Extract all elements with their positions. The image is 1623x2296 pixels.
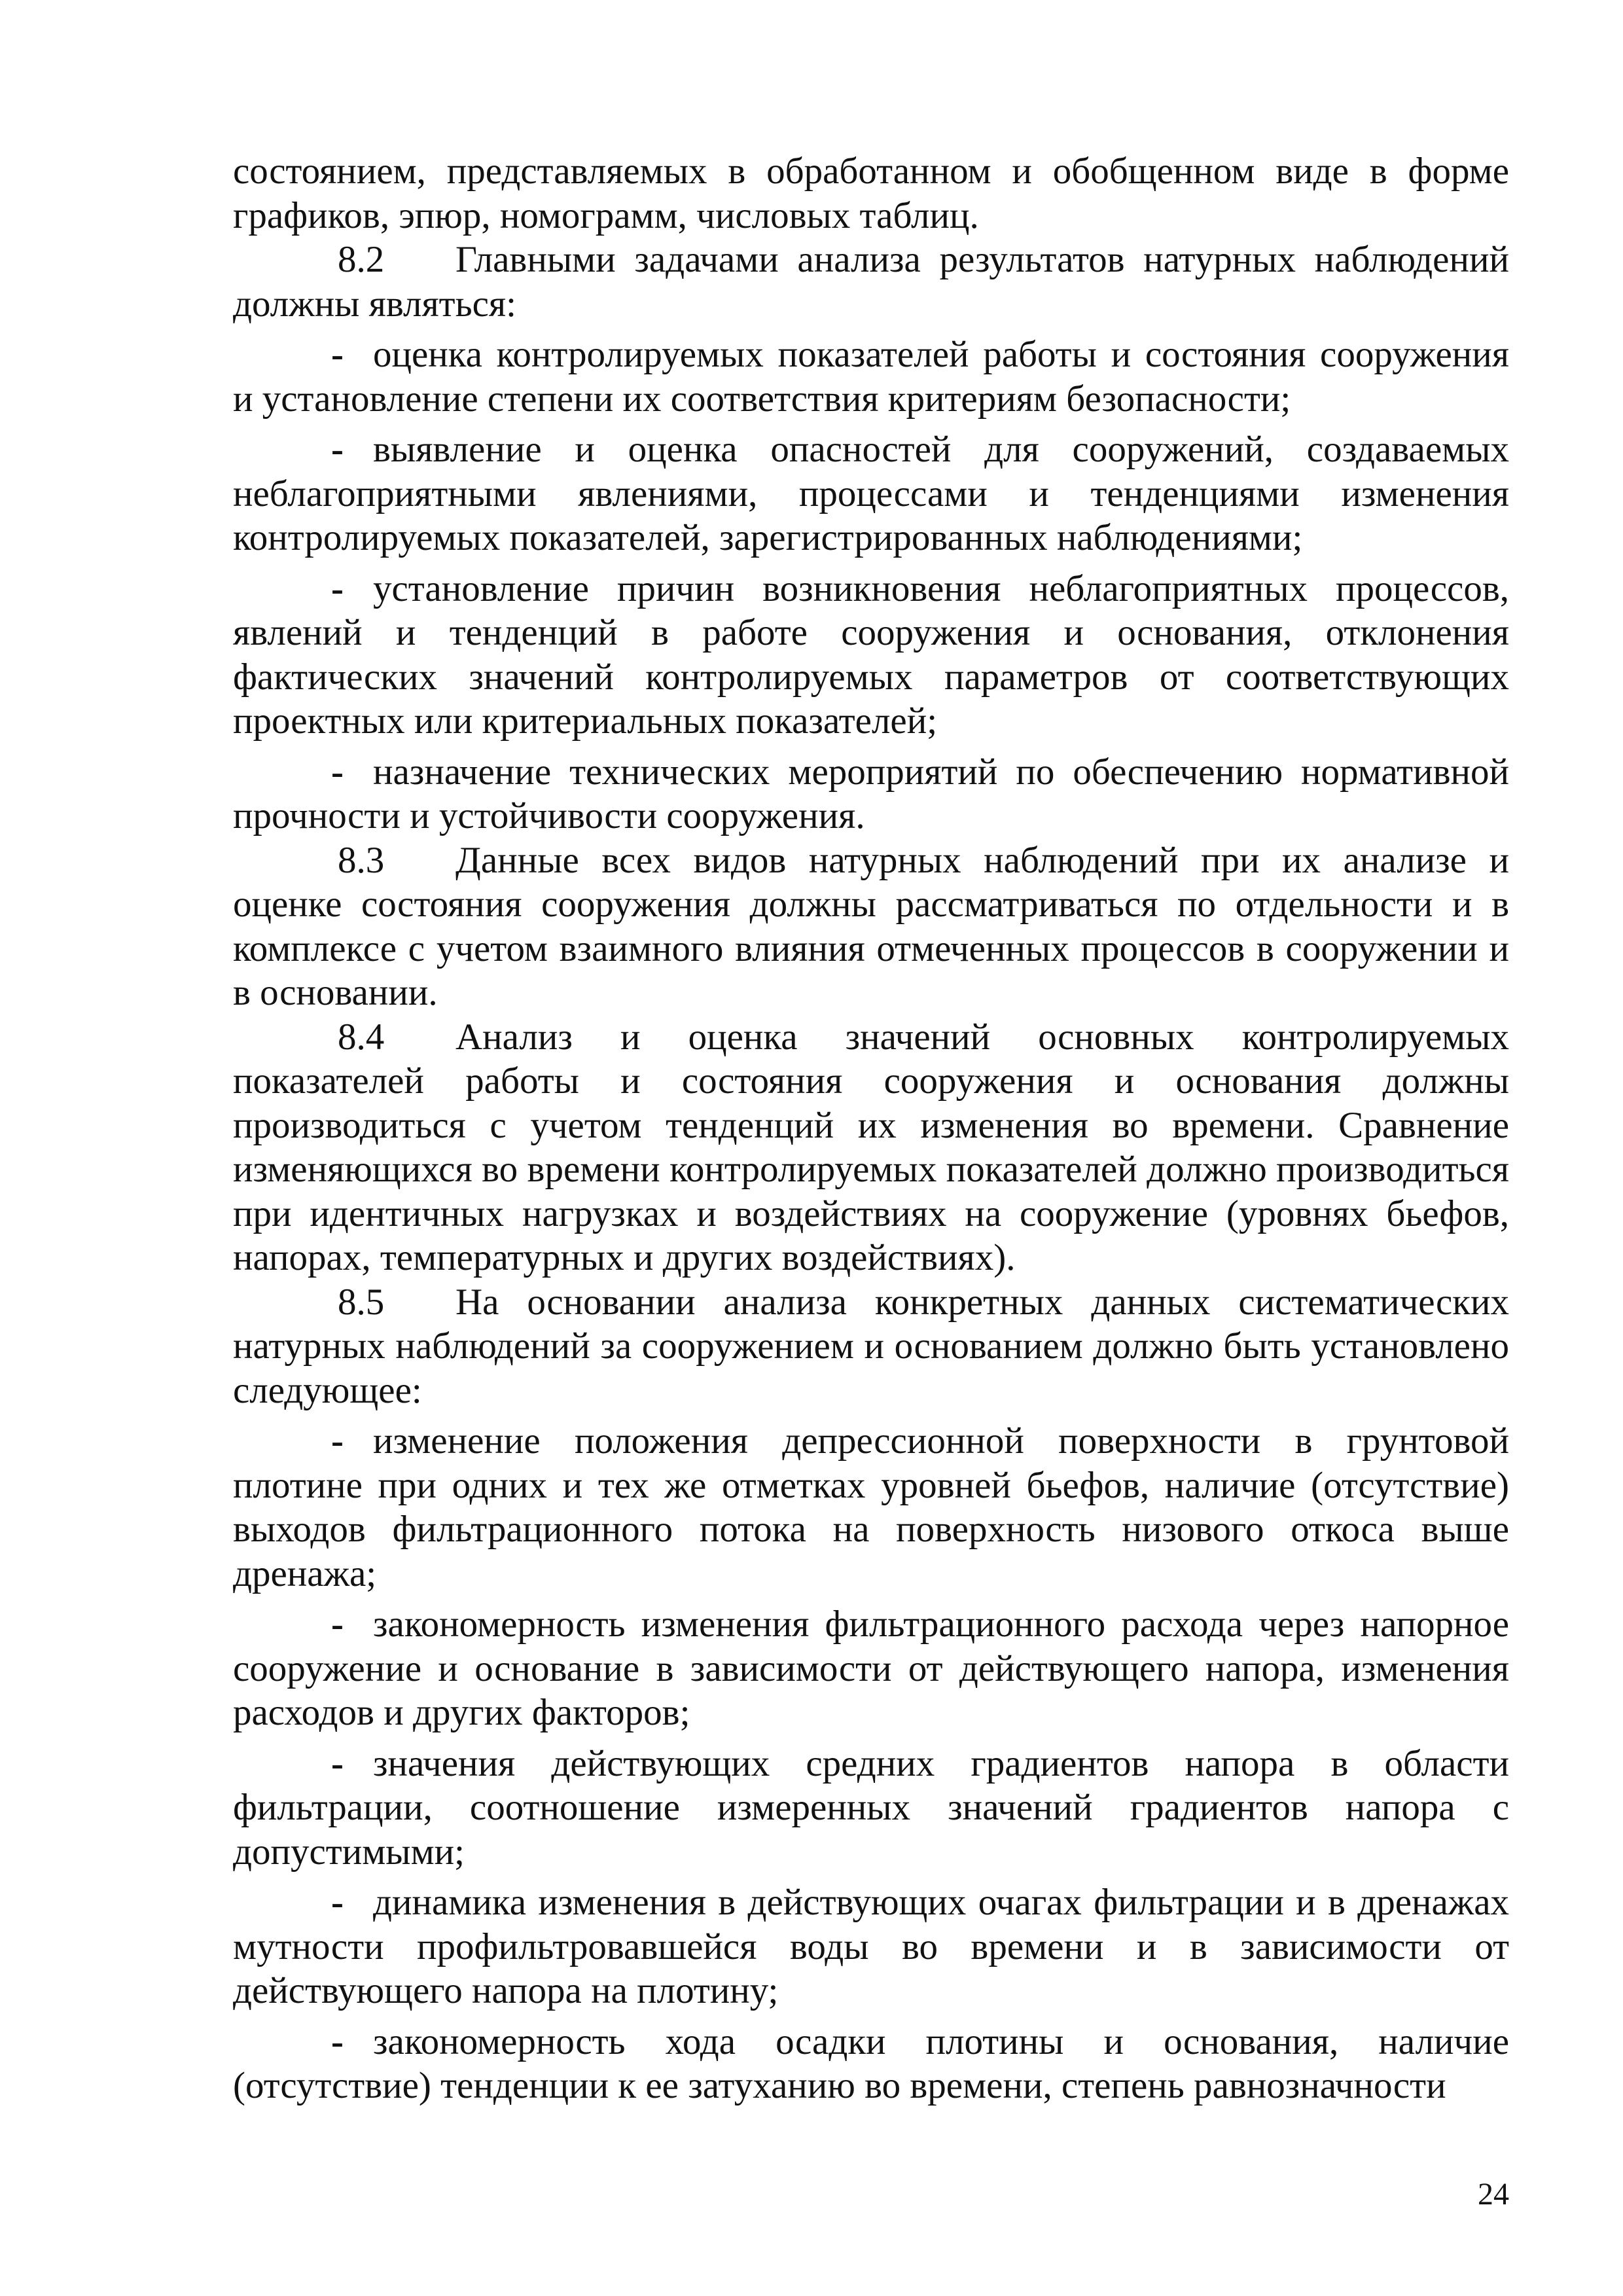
list-item-text: динамика изменения в действующих очагах фильтрации и в дренажах мутности профильтровавшейся воды во времени и в зависимости от действующего напора на плотину;	[233, 1882, 1509, 2011]
list-item	[233, 2020, 1509, 2108]
dash-marker: -	[331, 429, 344, 470]
body-text	[233, 149, 1509, 2108]
dash-marker: -	[331, 1742, 344, 1784]
dash-marker: -	[331, 1604, 344, 1645]
list-item	[233, 427, 1509, 560]
list-item	[233, 1742, 1509, 1874]
list-item-text: закономерность хода осадки плотины и основания, наличие (отсутствие) тенденции к ее затуханию во времени, степень равнозначности	[233, 2020, 1509, 2106]
page-number: 24	[1478, 2177, 1509, 2212]
list-item-text: значения действующих средних градиентов напора в области фильтрации, соотношение измеренных значений градиентов напора с допустимыми;	[233, 1742, 1509, 1873]
dash-marker: -	[331, 2020, 344, 2062]
list-item-text: изменение положения депрессионной поверхности в грунтовой плотине при одних и тех же отметках уровней бьефов, наличие (отсутствие) выходов фильтрационного потока на поверхность низового откоса выше дренажа;	[233, 1420, 1509, 1594]
list-item-text: закономерность изменения фильтрационного расхода через напорное сооружение и основание в зависимости от действующего напора, изменения расходов и других факторов;	[233, 1604, 1509, 1733]
section-number: 8.3	[338, 839, 385, 881]
list-item-text: назначение технических мероприятий по обеспечению нормативной прочности и устойчивости сооружения.	[233, 751, 1509, 836]
dash-marker: -	[331, 1420, 344, 1462]
section-text: Главными задачами анализа результатов натурных наблюдений должны являться:	[233, 239, 1509, 325]
section-8-2	[233, 238, 1509, 326]
list-item	[233, 1880, 1509, 2013]
section-text: Данные всех видов натурных наблюдений при их анализе и оценке состояния сооружения должны рассматриваться по отдельности и в комплексе с учетом взаимного влияния отмеченных процессов в сооружении и в основании.	[233, 839, 1509, 1013]
dash-marker: -	[331, 567, 344, 609]
section-8-4	[233, 1015, 1509, 1280]
section-number: 8.4	[338, 1016, 385, 1058]
section-text: На основании анализа конкретных данных систематических натурных наблюдений за сооружением и основанием должно быть установлено следующее:	[233, 1281, 1509, 1411]
section-8-3	[233, 838, 1509, 1015]
section-8-5	[233, 1280, 1509, 1413]
list-item-text: оценка контролируемых показателей работы и состояния сооружения и установление степени их соответствия критериям безопасности;	[233, 334, 1509, 420]
list-item	[233, 567, 1509, 744]
dash-marker: -	[331, 1882, 344, 1923]
section-number: 8.2	[338, 239, 385, 280]
list-item-text: выявление и оценка опасностей для сооружений, создаваемых неблагоприятными явлениями, процессами и тенденциями изменения контролируемых показателей, зарегистрированных наблюдениями;	[233, 429, 1509, 558]
list-item	[233, 332, 1509, 421]
paragraph-continuation: состоянием, представляемых в обработанном и обобщенном виде в форме графиков, эпюр, номограмм, числовых таблиц.	[233, 151, 1509, 236]
dash-marker: -	[331, 751, 344, 793]
list-item	[233, 750, 1509, 838]
list-item	[233, 1602, 1509, 1735]
section-text: Анализ и оценка значений основных контролируемых показателей работы и состояния сооружения и основания должны производиться с учетом тенденций их изменения во времени. Сравнение изменяющихся во времени контролируемых показателей должно производиться при идентичных нагрузках и воздействиях на сооружение (уровнях бьефов, напорах, температурных и других воздействиях).	[233, 1016, 1509, 1278]
dash-marker: -	[331, 334, 344, 375]
section-number: 8.5	[338, 1281, 385, 1323]
list-item	[233, 1419, 1509, 1596]
list-item-text: установление причин возникновения неблагоприятных процессов, явлений и тенденций в работе сооружения и основания, отклонения фактических значений контролируемых параметров от соответствующих проектных или критериальных показателей;	[233, 567, 1509, 742]
